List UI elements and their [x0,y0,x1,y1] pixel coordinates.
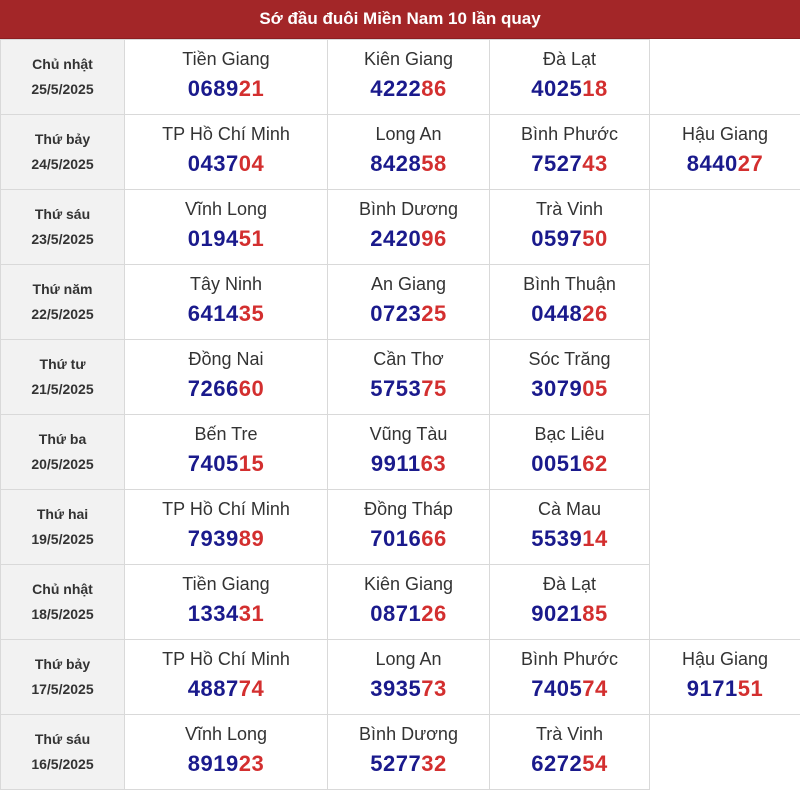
day-cell [1,415,125,490]
number-head: 8428 [370,151,422,176]
empty-cell [650,265,800,340]
number-head: 0051 [531,451,583,476]
number-tail: 89 [238,526,265,551]
weekday-label: Thứ bảy [34,131,91,147]
number-tail: 27 [737,151,764,176]
province-name: Hậu Giang [681,649,769,669]
prize-cell [650,640,800,715]
weekday-label: Thứ tư [39,356,86,372]
number-head: 3079 [531,376,583,401]
province-name: Hậu Giang [681,124,769,144]
province-name: Bạc Liêu [534,424,605,444]
province-name: Kiên Giang [363,574,454,594]
table-row [1,40,800,115]
lottery-number [490,149,649,179]
lottery-number [490,374,649,404]
province-name: Đà Lạt [542,49,597,69]
number-head: 5539 [531,526,583,551]
lottery-number [125,149,327,179]
province-name: Bình Dương [359,724,458,744]
province-name: Cà Mau [537,499,602,519]
empty-cell [650,490,800,565]
province-name: Bình Phước [521,649,618,669]
lottery-number [650,674,800,704]
lottery-number [490,599,649,629]
number-tail: 96 [421,226,447,251]
province-name: Long An [375,649,442,669]
lottery-number [328,374,489,404]
empty-cell [650,190,800,265]
number-tail: 26 [582,301,608,326]
province-name: Đồng Tháp [364,499,453,519]
prize-cell [328,715,490,790]
number-head: 5277 [370,751,422,776]
prize-cell [490,490,650,565]
weekday-label: Thứ năm [32,281,93,297]
number-head: 0597 [531,226,583,251]
day-cell [1,340,125,415]
lottery-number [328,224,489,254]
prize-cell [125,565,328,640]
lottery-number [650,149,800,179]
lottery-number [125,749,327,779]
number-tail: 18 [582,76,608,101]
prize-cell [125,115,328,190]
day-cell [1,565,125,640]
number-tail: 85 [582,601,608,626]
lottery-number [125,524,327,554]
prize-cell [328,565,490,640]
prize-cell [125,340,328,415]
table-row [1,640,800,715]
number-tail: 66 [421,526,447,551]
number-head: 5753 [370,376,422,401]
date-label: 18/5/2025 [31,606,94,622]
province-name: Trà Vinh [535,199,604,219]
lottery-number [490,674,649,704]
number-head: 4887 [187,676,239,701]
lottery-number [328,149,489,179]
lottery-number [490,449,649,479]
number-head: 0437 [187,151,239,176]
prize-cell [125,40,328,115]
lottery-number [328,74,489,104]
number-tail: 26 [421,601,447,626]
prize-cell [328,415,490,490]
table-row [1,565,800,640]
number-tail: 51 [737,676,764,701]
lottery-number [125,674,327,704]
number-tail: 04 [238,151,265,176]
number-tail: 75 [421,376,447,401]
prize-cell [328,40,490,115]
number-tail: 43 [582,151,608,176]
number-head: 7405 [187,451,239,476]
number-tail: 35 [238,301,265,326]
date-label: 16/5/2025 [31,756,94,772]
number-head: 0871 [370,601,422,626]
province-name: Vũng Tàu [369,424,448,444]
province-name: TP Hồ Chí Minh [162,124,290,144]
lottery-number [490,524,649,554]
number-head: 7405 [531,676,583,701]
date-label: 17/5/2025 [31,681,94,697]
prize-cell [328,490,490,565]
province-name: Đà Lạt [542,574,597,594]
prize-cell [490,415,650,490]
prize-cell [490,715,650,790]
number-head: 7527 [531,151,583,176]
prize-cell [125,640,328,715]
lottery-number [328,299,489,329]
number-tail: 50 [582,226,608,251]
weekday-label: Chủ nhật [32,56,93,72]
empty-cell [650,40,800,115]
day-cell [1,40,125,115]
province-name: Bình Dương [359,199,458,219]
prize-cell [328,640,490,715]
number-tail: 32 [421,751,447,776]
prize-cell [490,40,650,115]
number-head: 1334 [187,601,239,626]
lottery-number [328,674,489,704]
prize-cell [328,115,490,190]
number-head: 2420 [370,226,422,251]
province-name: Cần Thơ [373,349,444,369]
number-tail: 74 [238,676,265,701]
province-name: Tiền Giang [182,574,270,594]
prize-cell [490,565,650,640]
number-tail: 23 [238,751,265,776]
prize-cell [490,190,650,265]
lottery-number [490,224,649,254]
weekday-label: Thứ sáu [34,731,91,747]
date-label: 19/5/2025 [31,531,94,547]
date-label: 20/5/2025 [31,456,94,472]
day-cell [1,265,125,340]
weekday-label: Thứ hai [36,506,89,522]
lottery-number [490,749,649,779]
weekday-label: Chủ nhật [32,581,93,597]
number-tail: 54 [582,751,608,776]
prize-cell [125,490,328,565]
number-tail: 63 [420,451,447,476]
province-name: Sóc Trăng [528,349,611,369]
day-cell [1,490,125,565]
lottery-number [125,599,327,629]
day-cell [1,190,125,265]
number-head: 9911 [370,451,421,476]
number-head: 6414 [187,301,239,326]
date-label: 23/5/2025 [31,231,94,247]
date-label: 24/5/2025 [31,156,94,172]
number-head: 3935 [370,676,422,701]
number-tail: 21 [238,76,265,101]
province-name: Kiên Giang [363,49,454,69]
number-tail: 31 [238,601,265,626]
province-name: Bình Phước [521,124,618,144]
province-name: An Giang [370,274,447,294]
province-name: Trà Vinh [535,724,604,744]
empty-cell [650,715,800,790]
table-row [1,190,800,265]
prize-cell [490,640,650,715]
lottery-number [125,299,327,329]
empty-cell [650,340,800,415]
number-tail: 86 [421,76,447,101]
prize-cell [650,115,800,190]
date-label: 21/5/2025 [31,381,94,397]
number-tail: 05 [582,376,608,401]
lottery-number [125,449,327,479]
prize-cell [125,190,328,265]
province-name: Tiền Giang [182,49,270,69]
number-tail: 58 [421,151,447,176]
number-tail: 14 [582,526,608,551]
table-row [1,115,800,190]
number-head: 7939 [187,526,239,551]
number-head: 7266 [187,376,239,401]
number-head: 4222 [370,76,422,101]
number-head: 7016 [370,526,422,551]
number-tail: 73 [421,676,447,701]
prize-cell [490,265,650,340]
number-tail: 15 [238,451,265,476]
weekday-label: Thứ sáu [34,206,91,222]
lottery-number [328,599,489,629]
lottery-number [328,749,489,779]
number-tail: 62 [582,451,608,476]
number-head: 8919 [187,751,239,776]
lottery-number [125,74,327,104]
table-row [1,490,800,565]
number-tail: 51 [238,226,265,251]
number-head: 0723 [370,301,422,326]
province-name: Long An [375,124,442,144]
province-name: TP Hồ Chí Minh [162,499,290,519]
prize-cell [328,190,490,265]
number-head: 0194 [187,226,239,251]
lottery-number [490,74,649,104]
empty-cell [650,415,800,490]
table-row [1,415,800,490]
number-head: 9171 [686,676,738,701]
lottery-number [125,374,327,404]
lottery-number [328,449,489,479]
number-head: 9021 [531,601,583,626]
weekday-label: Thứ ba [38,431,87,447]
province-name: Vĩnh Long [184,724,268,744]
province-name: TP Hồ Chí Minh [162,649,290,669]
number-head: 6272 [531,751,583,776]
empty-cell [650,565,800,640]
day-cell [1,715,125,790]
table-row [1,715,800,790]
number-head: 0448 [531,301,583,326]
province-name: Bến Tre [194,424,258,444]
date-label: 25/5/2025 [31,81,94,97]
prize-cell [125,265,328,340]
number-tail: 60 [238,376,265,401]
number-tail: 25 [421,301,447,326]
number-head: 0689 [187,76,239,101]
province-name: Vĩnh Long [184,199,268,219]
page-title: Sớ đầu đuôi Miền Nam 10 lần quay [0,0,800,39]
prize-cell [125,715,328,790]
lottery-number [490,299,649,329]
province-name: Đồng Nai [188,349,264,369]
lottery-number [328,524,489,554]
province-name: Tây Ninh [189,274,263,294]
table-row [1,340,800,415]
prize-cell [328,265,490,340]
number-head: 4025 [531,76,583,101]
number-tail: 74 [582,676,608,701]
prize-cell [328,340,490,415]
results-table [0,39,800,790]
day-cell [1,640,125,715]
prize-cell [490,115,650,190]
date-label: 22/5/2025 [31,306,94,322]
table-row [1,265,800,340]
weekday-label: Thứ bảy [34,656,91,672]
prize-cell [125,415,328,490]
number-head: 8440 [686,151,738,176]
prize-cell [490,340,650,415]
day-cell [1,115,125,190]
lottery-number [125,224,327,254]
province-name: Bình Thuận [523,274,616,294]
